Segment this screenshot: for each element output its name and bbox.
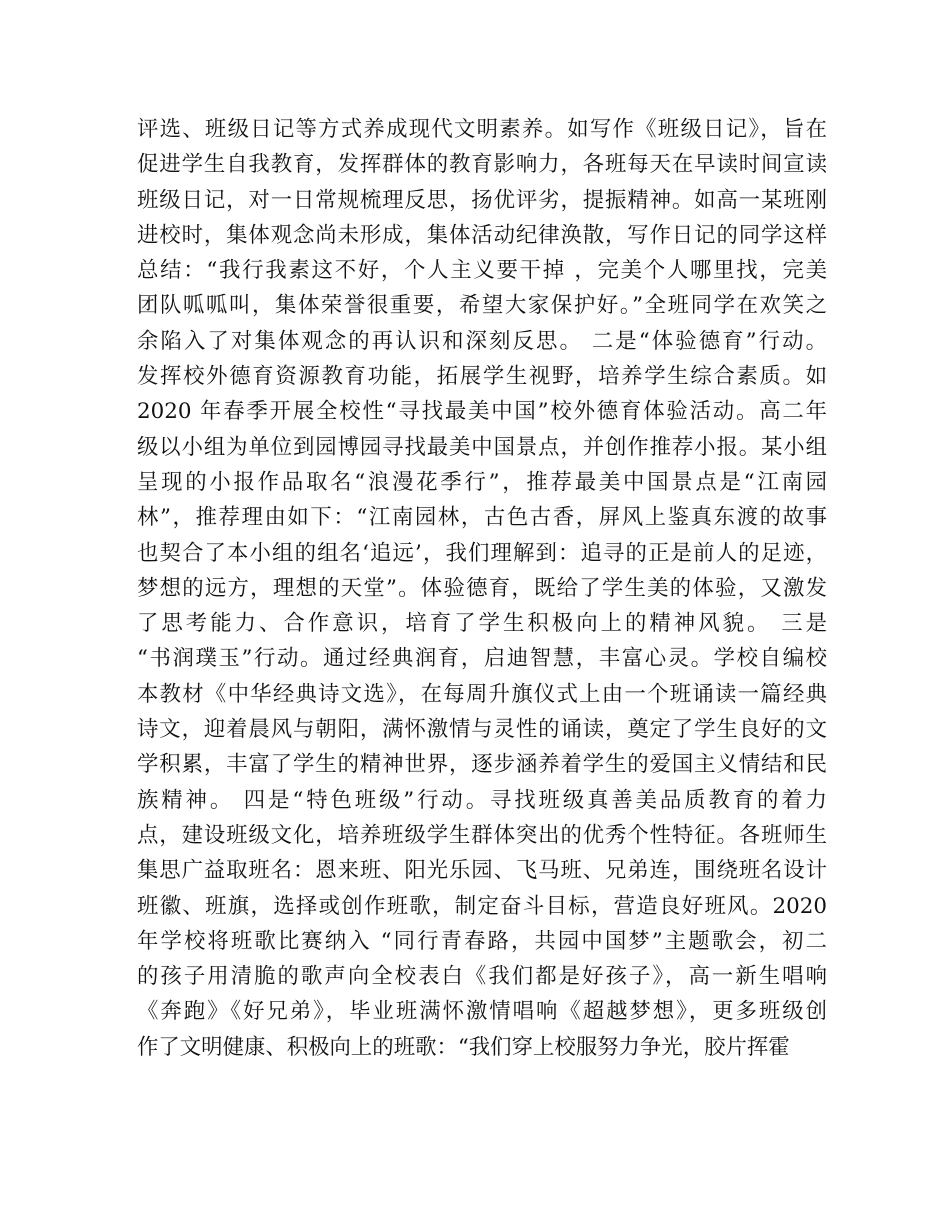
text-line: 班级日记，对一日常规梳理反思，扬优评劣，提振精神。如高一某班刚: [137, 187, 827, 213]
text-line: 梦想的远方，理想的天堂”。体验德育，既给了学生美的体验，又激发: [137, 575, 827, 601]
text-line: 集思广益取班名：恩来班、阳光乐园、飞马班、兄弟连，围绕班名设计: [137, 858, 827, 884]
text-line: 评选、班级日记等方式养成现代文明素养。如写作《班级日记》，旨在: [137, 117, 827, 142]
text-line: 促进学生自我教育，发挥群体的教育影响力，各班每天在早读时间宣读: [137, 152, 827, 178]
text-line: 点，建设班级文化，培养班级学生群体突出的优秀个性特征。各班师生: [137, 822, 827, 848]
text-line: 2020 年春季开展全校性“寻找最美中国”校外德育体验活动。高二年: [137, 399, 827, 425]
text-line: 进校时，集体观念尚未形成，集体活动纪律涣散，写作日记的同学这样: [137, 222, 827, 248]
text-line: 作了文明健康、积极向上的班歌：“我们穿上校服努力争光，胶片挥霍: [137, 1034, 790, 1060]
text-line: 余陷入了对集体观念的再认识和深刻反思。 二是“体验德育”行动。: [137, 328, 827, 354]
text-line: 总结：“我行我素这不好，个人主义要干掉 ，完美个人哪里找，完美: [137, 258, 827, 284]
body-text: [137, 112, 827, 1065]
text-line: 学积累，丰富了学生的精神世界，逐步涵养着学生的爱国主义情结和民: [137, 752, 827, 778]
text-line: 也契合了本小组的组名‘追远’，我们理解到：追寻的正是前人的足迹，: [137, 540, 827, 566]
text-line: 《奔跑》《好兄弟》，毕业班满怀激情唱响《超越梦想》，更多班级创: [137, 999, 827, 1025]
text-line: 发挥校外德育资源教育功能，拓展学生视野，培养学生综合素质。如: [137, 364, 827, 390]
text-line: 诗文，迎着晨风与朝阳，满怀激情与灵性的诵读，奠定了学生良好的文: [137, 717, 827, 743]
text-line: “书润璞玉”行动。通过经典润育，启迪智慧，丰富心灵。学校自编校: [137, 646, 827, 672]
text-line: 年学校将班歌比赛纳入 “同行青春路，共园中国梦”主题歌会，初二: [137, 928, 827, 954]
text-line: 呈现的小报作品取名“浪漫花季行”，推荐最美中国景点是“江南园: [137, 469, 827, 495]
text-line: 级以小组为单位到园博园寻找最美中国景点，并创作推荐小报。某小组: [137, 434, 827, 460]
text-line: 林”，推荐理由如下：“江南园林，古色古香，屏风上鉴真东渡的故事: [137, 505, 827, 531]
text-line: 了思考能力、合作意识，培育了学生积极向上的精神风貌。 三是: [137, 611, 827, 637]
text-line: 班徽、班旗，选择或创作班歌，制定奋斗目标，营造良好班风。2020: [137, 893, 827, 919]
text-line: 团队呱呱叫，集体荣誉很重要，希望大家保护好。”全班同学在欢笑之: [137, 293, 827, 319]
text-line: 族精神。 四是“特色班级”行动。寻找班级真善美品质教育的着力: [137, 787, 827, 813]
text-line: 本教材《中华经典诗文选》，在每周升旗仪式上由一个班诵读一篇经典: [137, 681, 827, 707]
text-line: 的孩子用清脆的歌声向全校表白《我们都是好孩子》，高一新生唱响: [137, 964, 827, 990]
